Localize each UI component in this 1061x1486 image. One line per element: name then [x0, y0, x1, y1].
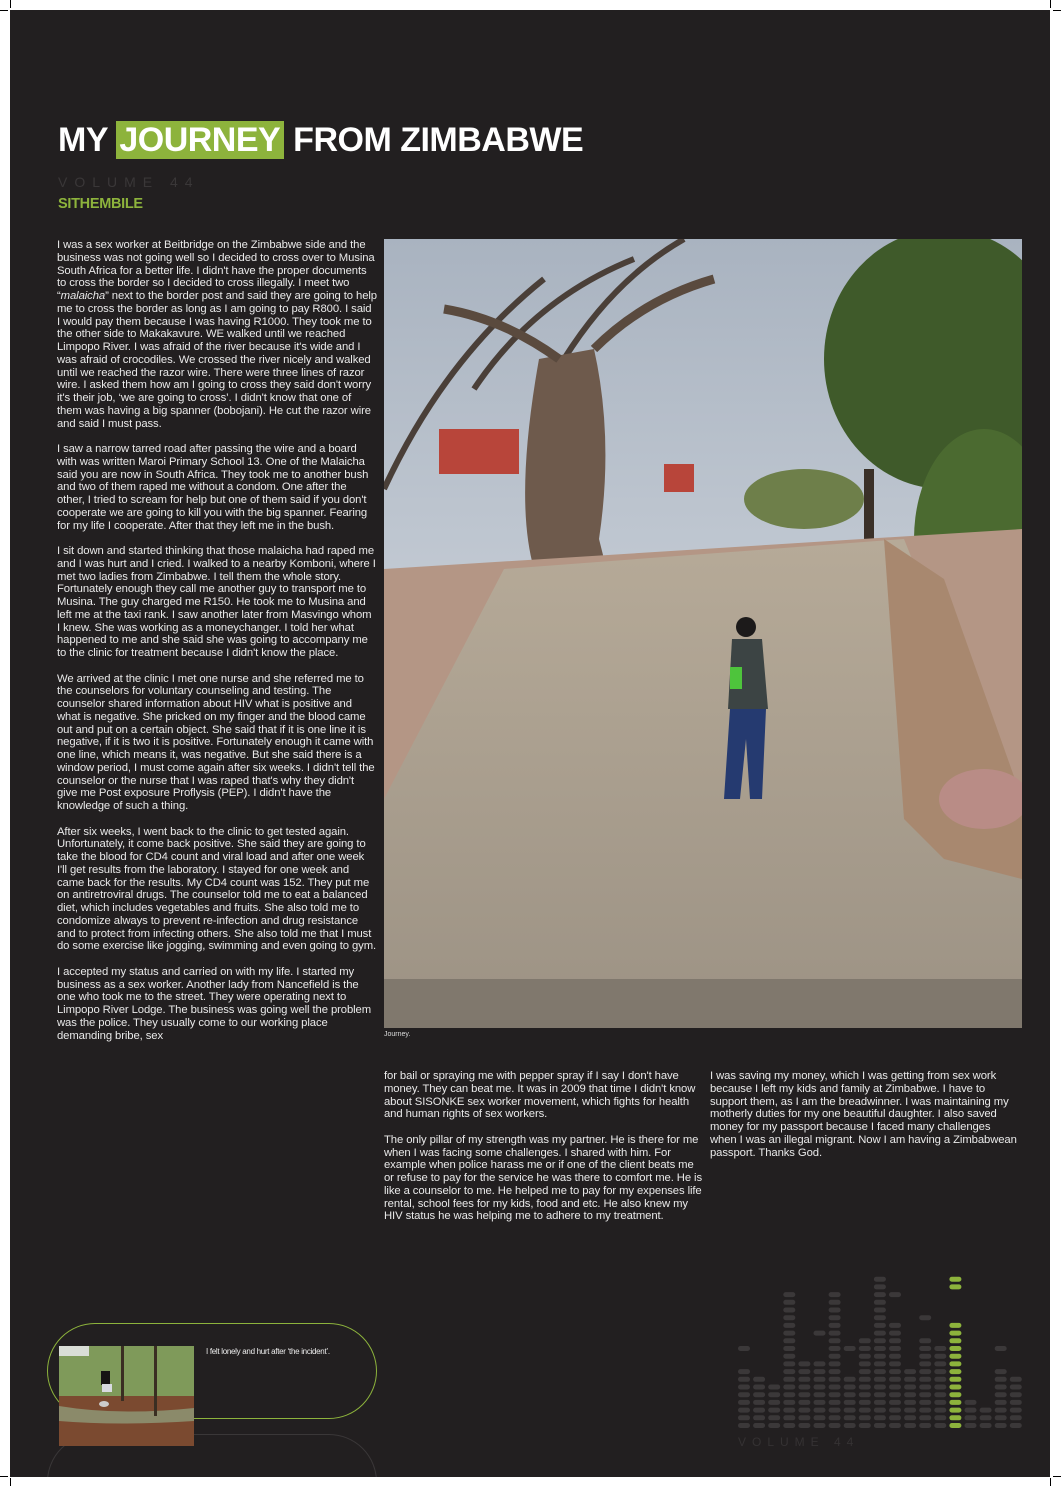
photo-caption: Journey. — [384, 1031, 411, 1038]
equalizer-bar-cell — [814, 1369, 826, 1374]
equalizer-bar-cell — [753, 1415, 765, 1420]
equalizer-bar-cell — [874, 1392, 886, 1397]
title-part: MY — [58, 121, 108, 159]
equalizer-bar-cell — [949, 1369, 961, 1374]
equalizer-bar-cell — [738, 1423, 750, 1428]
equalizer-bar-cell — [814, 1415, 826, 1420]
equalizer-bar-cell — [798, 1385, 810, 1390]
equalizer-bar-cell — [874, 1400, 886, 1405]
equalizer-bar-cell — [783, 1400, 795, 1405]
equalizer-bar-cell — [965, 1423, 977, 1428]
equalizer-bar-cell — [798, 1392, 810, 1397]
equalizer-bar-cell — [814, 1361, 826, 1366]
paragraph: I was a sex worker at Beitbridge on the Zimbabwe side and the business was not going well so I decided to cross over to Musina South Africa for a better life. I didn't have the proper documents to cross the border so I decided to cross illegally. I meet two “malaicha” next to the border post and said they are going to help me to cross the border as long as I am going to pay R800. I said I would pay them because I was having R1000. They took me to the other side to Makakavure. WE walked until we reached Limpopo River. I was afraid of the river because it's wide and I was afraid of crocodiles. We crossed the river nicely and walked until we reached the razor wire. There were three lines of razor wire. I asked them how am I going to cross they said don't worry it's their job, ‘we are going to cross’. I didn't know that one of them was having a big spanner (bobojani). He cut the razor wire and said I must pass. — [57, 239, 377, 430]
crop-mark — [0, 1476, 8, 1477]
equalizer-bar-cell — [949, 1385, 961, 1390]
equalizer-bar-cell — [889, 1377, 901, 1382]
equalizer-bar-cell — [919, 1415, 931, 1420]
equalizer-bar-cell — [814, 1423, 826, 1428]
equalizer-bar-cell — [783, 1361, 795, 1366]
equalizer-bar-cell — [919, 1385, 931, 1390]
equalizer-bar-cell — [934, 1354, 946, 1359]
equalizer-bar-cell — [949, 1423, 961, 1428]
equalizer-bar-cell — [783, 1315, 795, 1320]
equalizer-bar-cell — [949, 1346, 961, 1351]
equalizer-bar-cell — [814, 1377, 826, 1382]
equalizer-bar-cell — [995, 1346, 1007, 1351]
equalizer-bar-cell — [814, 1392, 826, 1397]
equalizer-bar-cell — [995, 1408, 1007, 1413]
equalizer-bar-cell — [949, 1400, 961, 1405]
paragraph: I was saving my money, which I was getting from sex work because I left my kids and family at Zimbabwe. I have to support them, as I am the breadwinner. I was maintaining my motherly duties for my one beautiful daughter. I also saved money for my passport because I faced many challenges when I was an illegal migrant. Now I am having a Zimbabwean passport. Thanks God. — [710, 1070, 1017, 1159]
equalizer-bar-cell — [874, 1308, 886, 1313]
equalizer-bar-cell — [919, 1423, 931, 1428]
equalizer-bar-cell — [829, 1377, 841, 1382]
equalizer-bar-cell — [859, 1354, 871, 1359]
equalizer-bar-cell — [949, 1408, 961, 1413]
equalizer-bar-cell — [965, 1408, 977, 1413]
equalizer-bar-cell — [980, 1408, 992, 1413]
equalizer-bar-cell — [949, 1361, 961, 1366]
equalizer-bar-cell — [919, 1361, 931, 1366]
equalizer-bar-cell — [874, 1361, 886, 1366]
equalizer-bar-cell — [874, 1346, 886, 1351]
author-name: SITHEMBILE — [58, 196, 143, 212]
equalizer-bar-cell — [783, 1308, 795, 1313]
equalizer-bar-cell — [829, 1385, 841, 1390]
equalizer-bar-cell — [783, 1423, 795, 1428]
equalizer-bar-cell — [904, 1392, 916, 1397]
equalizer-bar-cell — [934, 1361, 946, 1366]
equalizer-bar-cell — [919, 1392, 931, 1397]
equalizer-bar-cell — [859, 1392, 871, 1397]
equalizer-bar-cell — [874, 1415, 886, 1420]
equalizer-bar-cell — [859, 1377, 871, 1382]
equalizer-bar-cell — [1010, 1377, 1022, 1382]
equalizer-bar-cell — [738, 1377, 750, 1382]
equalizer-bar-cell — [753, 1377, 765, 1382]
equalizer-bar-cell — [768, 1408, 780, 1413]
equalizer-bar-cell — [995, 1385, 1007, 1390]
equalizer-bar-cell — [844, 1400, 856, 1405]
equalizer-bar-cell — [738, 1392, 750, 1397]
equalizer-bar-cell — [934, 1392, 946, 1397]
equalizer-bar-cell — [829, 1308, 841, 1313]
equalizer-bar-cell — [783, 1408, 795, 1413]
equalizer-bar-cell — [980, 1415, 992, 1420]
equalizer-bar-cell — [874, 1331, 886, 1336]
equalizer-bar-cell — [783, 1300, 795, 1305]
crop-mark — [1053, 10, 1061, 11]
equalizer-bar-cell — [874, 1408, 886, 1413]
equalizer-bar-cell — [829, 1346, 841, 1351]
equalizer-bar-cell — [844, 1392, 856, 1397]
equalizer-bar-cell — [829, 1408, 841, 1413]
equalizer-bar-cell — [934, 1415, 946, 1420]
equalizer-bar-cell — [814, 1385, 826, 1390]
equalizer-bar-cell — [889, 1346, 901, 1351]
equalizer-bar-cell — [783, 1323, 795, 1328]
callout-photo — [59, 1346, 194, 1446]
equalizer-bar-cell — [738, 1385, 750, 1390]
equalizer-bar-cell — [829, 1354, 841, 1359]
equalizer-bar-cell — [1010, 1415, 1022, 1420]
equalizer-bar-cell — [783, 1292, 795, 1297]
equalizer-bar-cell — [874, 1300, 886, 1305]
equalizer-bar-cell — [965, 1415, 977, 1420]
equalizer-bar-cell — [874, 1277, 886, 1282]
text-column-1 — [57, 239, 377, 1055]
equalizer-bar-cell — [844, 1415, 856, 1420]
equalizer-bar-cell — [965, 1400, 977, 1405]
callout-caption: I felt lonely and hurt after ‘the incident’. — [206, 1347, 330, 1356]
equalizer-bar-cell — [798, 1423, 810, 1428]
main-photo — [384, 239, 1022, 1028]
equalizer-bar-cell — [753, 1385, 765, 1390]
equalizer-bar-cell — [859, 1423, 871, 1428]
equalizer-bar-cell — [889, 1331, 901, 1336]
equalizer-bar-cell — [889, 1415, 901, 1420]
footer-volume-label: VOLUME 44 — [738, 1435, 860, 1449]
equalizer-bar-cell — [829, 1369, 841, 1374]
equalizer-bar-cell — [753, 1392, 765, 1397]
equalizer-bar-cell — [738, 1369, 750, 1374]
equalizer-bar-cell — [889, 1385, 901, 1390]
equalizer-bar-cell — [934, 1377, 946, 1382]
equalizer-bar-cell — [768, 1415, 780, 1420]
equalizer-bar-cell — [995, 1415, 1007, 1420]
equalizer-bar-cell — [859, 1361, 871, 1366]
equalizer-bar-cell — [949, 1323, 961, 1328]
crop-mark — [1050, 1478, 1051, 1486]
equalizer-bar-cell — [1010, 1400, 1022, 1405]
equalizer-bar-cell — [814, 1408, 826, 1413]
equalizer-bar-cell — [738, 1408, 750, 1413]
equalizer-bar-cell — [934, 1400, 946, 1405]
equalizer-bar-cell — [798, 1408, 810, 1413]
equalizer-bar-cell — [874, 1354, 886, 1359]
equalizer-bar-cell — [829, 1300, 841, 1305]
paragraph: After six weeks, I went back to the clinic to get tested again. Unfortunately, it come back positive. She said they are going to take the blood for CD4 count and viral load and after one week I'll get results from the laboratory. I stayed for one week and came back for the results. My CD4 count was 152. They put me on antiretroviral drugs. The counselor told me to eat a balanced diet, which includes vegetables and fruits. She also told me to condomize always to prevent re-infection and drug resistance and to protect from infecting others. She also told me that I must do some exercise like jogging, swimming and even going to gym. — [57, 825, 377, 953]
crop-mark — [1050, 0, 1051, 8]
paragraph: I saw a narrow tarred road after passing the wire and a board with was written Maroi Primary School 13. One of the Malaicha said you are now in South Africa. They took me to another bush and two of them raped me without a condom. One after the other, I tried to scream for help but one of them said if you don't cooperate we are going to kill you with the big spanner. Fearing for my life I cooperate. After that they left me in the bush. — [57, 443, 369, 532]
equalizer-bar-cell — [768, 1392, 780, 1397]
equalizer-bar-cell — [889, 1323, 901, 1328]
equalizer-bar-cell — [995, 1369, 1007, 1374]
equalizer-bar-cell — [753, 1423, 765, 1428]
equalizer-bar-cell — [874, 1284, 886, 1289]
equalizer-bar-cell — [783, 1377, 795, 1382]
equalizer-bar-cell — [844, 1385, 856, 1390]
equalizer-bar-cell — [844, 1377, 856, 1382]
equalizer-bar-cell — [798, 1361, 810, 1366]
equalizer-bar-cell — [844, 1423, 856, 1428]
equalizer-bar-cell — [889, 1361, 901, 1366]
equalizer-bar-cell — [949, 1338, 961, 1343]
equalizer-bar-cell — [738, 1415, 750, 1420]
equalizer-bar-cell — [874, 1292, 886, 1297]
equalizer-bar-cell — [768, 1423, 780, 1428]
equalizer-bar-cell — [934, 1385, 946, 1390]
equalizer-bar-cell — [783, 1392, 795, 1397]
equalizer-bar-cell — [829, 1331, 841, 1336]
equalizer-bar-cell — [844, 1408, 856, 1413]
equalizer-bar-cell — [995, 1400, 1007, 1405]
equalizer-bar-cell — [949, 1277, 961, 1282]
equalizer-bar-cell — [768, 1400, 780, 1405]
equalizer-bar-cell — [829, 1315, 841, 1320]
equalizer-bar-cell — [814, 1331, 826, 1336]
magazine-page — [10, 10, 1050, 1477]
equalizer-bar-cell — [919, 1400, 931, 1405]
equalizer-bar-cell — [949, 1354, 961, 1359]
equalizer-bar-cell — [949, 1284, 961, 1289]
equalizer-bar-cell — [859, 1338, 871, 1343]
equalizer-bar-cell — [829, 1415, 841, 1420]
equalizer-bar-cell — [919, 1354, 931, 1359]
equalizer-bar-cell — [904, 1400, 916, 1405]
crop-mark — [10, 0, 11, 8]
equalizer-bar-cell — [949, 1331, 961, 1336]
equalizer-bar-cell — [949, 1392, 961, 1397]
equalizer-bar-cell — [874, 1323, 886, 1328]
paragraph: I accepted my status and carried on with my life. I started my business as a sex worker. Another lady from Nancefield is the one who took me to the street. They were operating next to Limpopo River Lodge. The business was going well the problem was the police. They usually come to our working place demanding bribe, sex — [57, 965, 372, 1042]
equalizer-bar-cell — [904, 1385, 916, 1390]
equalizer-bar-cell — [904, 1423, 916, 1428]
equalizer-bar-cell — [829, 1392, 841, 1397]
equalizer-bar-cell — [1010, 1392, 1022, 1397]
equalizer-bar-cell — [798, 1415, 810, 1420]
equalizer-bar-cell — [859, 1400, 871, 1405]
equalizer-bar-cell — [904, 1377, 916, 1382]
equalizer-bar-cell — [919, 1408, 931, 1413]
equalizer-bar-cell — [889, 1408, 901, 1413]
equalizer-bar-cell — [783, 1354, 795, 1359]
equalizer-bar-cell — [949, 1377, 961, 1382]
equalizer-bar-cell — [889, 1292, 901, 1297]
equalizer-bar-cell — [798, 1369, 810, 1374]
equalizer-bar-cell — [889, 1338, 901, 1343]
equalizer-bar-cell — [859, 1415, 871, 1420]
equalizer-bar-cell — [738, 1400, 750, 1405]
equalizer-bar-cell — [919, 1338, 931, 1343]
equalizer-bar-cell — [1010, 1408, 1022, 1413]
paragraph: for bail or spraying me with pepper spray if I say I don't have money. They can beat me. It was in 2009 that time I didn't know about SISONKE sex worker movement, which fights for health and human rights of sex workers. — [384, 1070, 696, 1121]
equalizer-bar-cell — [859, 1369, 871, 1374]
equalizer-bar-cell — [934, 1423, 946, 1428]
equalizer-bar-cell — [783, 1415, 795, 1420]
equalizer-bar-cell — [874, 1338, 886, 1343]
equalizer-bar-cell — [829, 1338, 841, 1343]
text-column-3 — [710, 1070, 1018, 1172]
equalizer-bar-cell — [995, 1377, 1007, 1382]
title-part: FROM ZIMBABWE — [293, 121, 584, 159]
equalizer-bar-cell — [874, 1423, 886, 1428]
equalizer-bar-cell — [874, 1369, 886, 1374]
crop-mark — [1053, 1476, 1061, 1477]
equalizer-bar-cell — [829, 1400, 841, 1405]
volume-label: VOLUME 44 — [58, 174, 200, 190]
equalizer-bar-cell — [934, 1369, 946, 1374]
equalizer-bar-cell — [904, 1408, 916, 1413]
crop-mark — [0, 10, 8, 11]
equalizer-bar-cell — [980, 1423, 992, 1428]
equalizer-bar-cell — [874, 1377, 886, 1382]
equalizer-bar-cell — [859, 1346, 871, 1351]
equalizer-bar-cell — [889, 1400, 901, 1405]
equalizer-bar-cell — [874, 1385, 886, 1390]
equalizer-bar-cell — [874, 1315, 886, 1320]
equalizer-bar-cell — [783, 1346, 795, 1351]
equalizer-bar-cell — [829, 1323, 841, 1328]
equalizer-bar-cell — [904, 1369, 916, 1374]
equalizer-bar-cell — [1010, 1385, 1022, 1390]
equalizer-graphic — [736, 1270, 1036, 1440]
equalizer-bar-cell — [889, 1392, 901, 1397]
paragraph: The only pillar of my strength was my partner. He is there for me when I was facing some challenges. I shared with him. For example when police harass me or if one of the client beats me or refuse to pay for the service he was there to comfort me. He is like a counselor to me. He helped me to pay for my expenses life rental, school fees for my kids, food and etc. He also knew my HIV status he was helping me to adhere to my treatment. — [384, 1133, 703, 1223]
equalizer-bar-cell — [738, 1346, 750, 1351]
equalizer-bar-cell — [1010, 1423, 1022, 1428]
equalizer-bar-cell — [995, 1392, 1007, 1397]
equalizer-bar-cell — [904, 1415, 916, 1420]
paragraph: I sit down and started thinking that those malaicha had raped me and I was hurt and I cried. I walked to a nearby Komboni, where I met two ladies from Zimbabwe. I tell them the whole story. Fortunately enough they call me another guy to transport me to Musina. The guy charged me R150. He took me to Musina and left me at the taxi rank. I saw another later from Masvingo whom I knew. She was working as a moneychanger. I told her what happened to me and she said she was going to accompany me to the clinic for treatment because I didn't know the place. — [57, 545, 376, 659]
equalizer-bar-cell — [753, 1400, 765, 1405]
equalizer-bar-cell — [783, 1369, 795, 1374]
equalizer-bar-cell — [859, 1408, 871, 1413]
article-title — [58, 120, 583, 160]
equalizer-bar-cell — [783, 1331, 795, 1336]
equalizer-bar-cell — [859, 1385, 871, 1390]
equalizer-bar-cell — [829, 1361, 841, 1366]
text-column-2 — [384, 1070, 702, 1236]
equalizer-bar-cell — [829, 1292, 841, 1297]
crop-mark — [10, 1478, 11, 1486]
equalizer-bar-cell — [995, 1423, 1007, 1428]
equalizer-bar-cell — [919, 1377, 931, 1382]
equalizer-bar-cell — [768, 1385, 780, 1390]
equalizer-bar-cell — [934, 1408, 946, 1413]
equalizer-bar-cell — [829, 1423, 841, 1428]
equalizer-bar-cell — [798, 1377, 810, 1382]
equalizer-bar-cell — [889, 1369, 901, 1374]
equalizer-bar-cell — [949, 1415, 961, 1420]
equalizer-bar-cell — [919, 1369, 931, 1374]
equalizer-bar-cell — [889, 1423, 901, 1428]
equalizer-bar-cell — [919, 1346, 931, 1351]
equalizer-bar-cell — [919, 1315, 931, 1320]
equalizer-bar-cell — [934, 1346, 946, 1351]
paragraph: We arrived at the clinic I met one nurse and she referred me to the counselors for voluntary counseling and testing. The counselor shared information about HIV what is positive and what is negative. She pricked on my finger and the blood came out and put on a certain object. She said that if it is one line it is negative, if it is two it is positive. Fortunately enough it came with one line, which means it, was negative. But she said there is a window period, I must come again after six weeks. I didn't tell the counselor or the nurse that I was raped that's why they didn't give me Post exposure Proflysis (PEP). I didn't have the knowledge of such a thing. — [57, 672, 375, 812]
equalizer-bar-cell — [783, 1385, 795, 1390]
equalizer-bar-cell — [889, 1354, 901, 1359]
equalizer-bar-cell — [814, 1400, 826, 1405]
equalizer-bar-cell — [798, 1400, 810, 1405]
title-highlight: JOURNEY — [116, 121, 284, 159]
equalizer-bar-cell — [844, 1346, 856, 1351]
equalizer-bar-cell — [753, 1408, 765, 1413]
equalizer-bar-cell — [783, 1338, 795, 1343]
